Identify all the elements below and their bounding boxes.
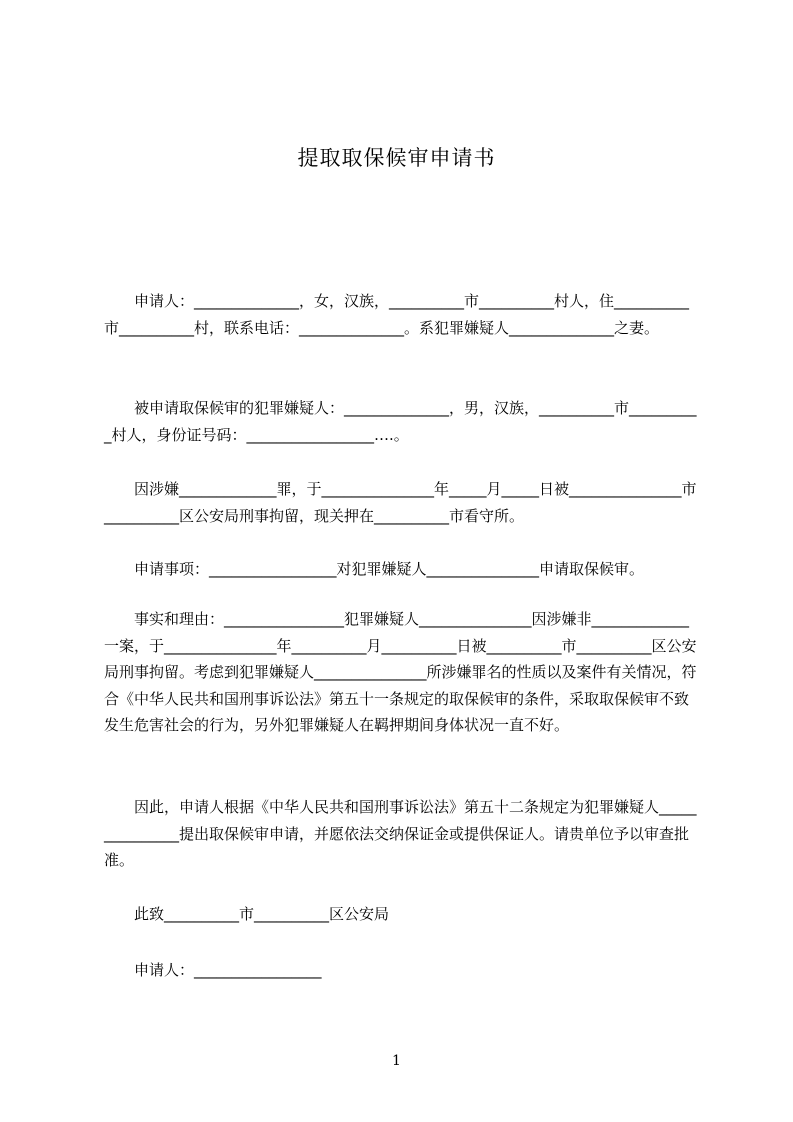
applicant-paragraph: 申请人：______________，女，汉族，__________市__________村人，住__________市__________村，联系电话：______________。系犯罪嫌疑人______________之妻。 — [104, 292, 690, 337]
addressee-line: 此致__________市__________区公安局 — [104, 905, 390, 923]
page-number: 1 — [392, 1053, 401, 1069]
document-title: 提取取保候审申请书 — [297, 146, 496, 170]
facts-reasons-paragraph: 事实和理由：________________犯罪嫌疑人_______________因涉嫌非_____________一案，于_______________年__________月__________日被__________市__________区公安局刑事拘留。考虑到犯罪嫌疑人_______________所涉嫌罪名的性质以及案件有关情况，符合《中华人民共和国刑事诉讼法》第五十一条规定的取保候审的条件，采取取保候审不致发生危害社会的行为，另外犯罪嫌疑人在羁押期间身体状况一直不好。 — [104, 610, 697, 734]
suspect-paragraph: 被申请取保候审的犯罪嫌疑人：______________，男，汉族，__________市__________村人，身份证号码：_________________….。 — [104, 399, 697, 444]
charge-paragraph: 因涉嫌_____________罪，于_______________年_____月_____日被_______________市__________区公安局刑事拘留，现关押在__________市看守所。 — [104, 480, 697, 525]
request-item-paragraph: 申请事项：_________________对犯罪嫌疑人_______________申请取保候审。 — [104, 560, 645, 578]
signature-line: 申请人：_________________ — [104, 961, 322, 979]
conclusion-paragraph: 因此，申请人根据《中华人民共和国刑事诉讼法》第五十二条规定为犯罪嫌疑人_______________提出取保候审申请，并愿依法交纳保证金或提供保证人。请贵单位予以审查批准。 — [104, 798, 697, 869]
